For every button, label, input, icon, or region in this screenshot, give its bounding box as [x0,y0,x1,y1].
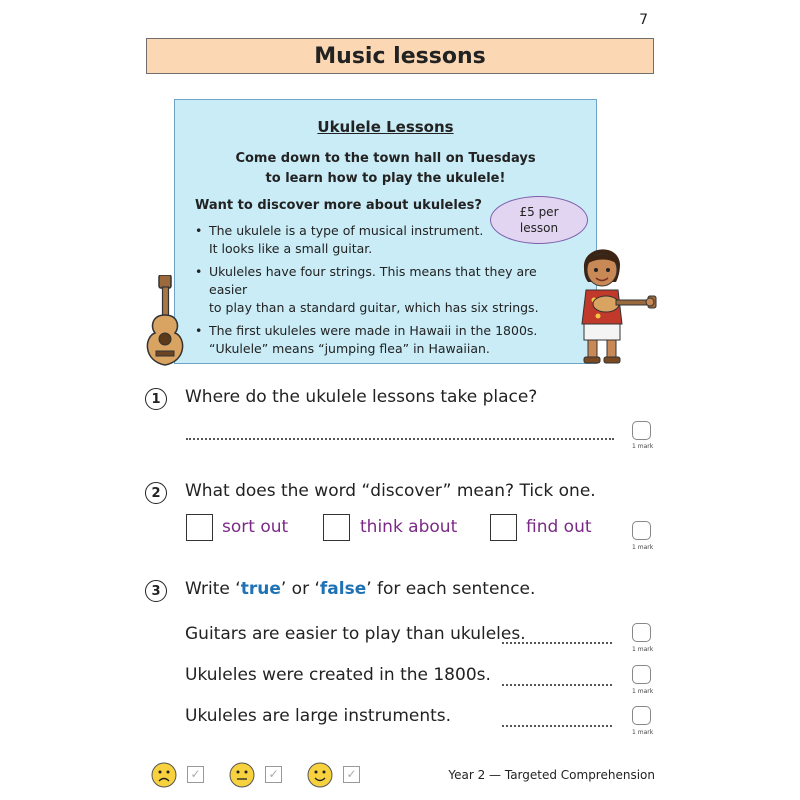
fact-item: • The first ukuleles were made in Hawaii in the 1800s. “Ukulele” means “jumping flea” in Hawaiian. [193,322,573,358]
neutral-face-icon [229,762,255,788]
footer-book-title: Year 2 — Targeted Comprehension [448,768,655,782]
page-title-bar [146,38,654,74]
sentence-1-answer-line[interactable] [502,642,612,644]
question-2-mark-box[interactable] [632,521,651,540]
poster-heading: Ukulele Lessons [317,118,454,136]
poster-subheading: Want to discover more about ukuleles? [195,198,482,213]
option-think-about-checkbox[interactable] [323,514,350,541]
question-2-number: 2 [145,482,167,504]
sentence-1: Guitars are easier to play than ukuleles. [185,624,526,644]
poster-intro-line-2: to learn how to play the ukulele! [265,171,506,186]
fact-item: • Ukuleles have four strings. This means that they are easier to play than a standard guitar, which has six strings. [193,263,573,317]
question-1-mark-box[interactable] [632,421,651,440]
false-keyword: false [319,579,367,599]
question-2-mark-label: 1 mark [632,544,654,551]
question-1-mark-label: 1 mark [632,443,654,450]
option-sort-out-checkbox[interactable] [186,514,213,541]
question-3-text: Write ‘true’ or ‘false’ for each sentence. [185,579,536,599]
option-sort-out-label: sort out [222,517,289,537]
question-1-answer-line[interactable] [186,438,614,440]
sentence-2-answer-line[interactable] [502,684,612,686]
option-find-out-checkbox[interactable] [490,514,517,541]
question-3-number: 3 [145,580,167,602]
sentence-2-mark-label: 1 mark [632,688,654,695]
true-keyword: true [240,579,281,599]
sentence-3: Ukuleles are large instruments. [185,706,452,726]
happy-face-icon [307,762,333,788]
sad-face-icon [151,762,177,788]
page-number: 7 [639,12,648,28]
fact-list [193,222,573,363]
child-playing-ukulele-illustration [572,240,660,370]
ukulele-illustration [140,275,192,370]
page-title: Music lessons [314,43,486,69]
question-1-text: Where do the ukulele lessons take place? [185,387,538,407]
sentence-2-mark-box[interactable] [632,665,651,684]
sentence-3-answer-line[interactable] [502,725,612,727]
option-think-about-label: think about [360,517,458,537]
question-2-text: What does the word “discover” mean? Tick one. [185,481,596,501]
ukulele-poster [174,99,597,364]
sentence-1-mark-box[interactable] [632,623,651,642]
price-line-1: £5 per [519,205,559,219]
sentence-3-mark-label: 1 mark [632,729,654,736]
neutral-face-checkbox[interactable]: ✓ [265,766,282,783]
poster-intro [175,149,596,189]
option-find-out-label: find out [526,517,592,537]
fact-item: • The ukulele is a type of musical instrument. It looks like a small guitar. [193,222,573,258]
price-line-2: lesson [519,221,559,235]
happy-face-checkbox[interactable]: ✓ [343,766,360,783]
sentence-1-mark-label: 1 mark [632,646,654,653]
sad-face-checkbox[interactable]: ✓ [187,766,204,783]
sentence-2: Ukuleles were created in the 1800s. [185,665,491,685]
sentence-3-mark-box[interactable] [632,706,651,725]
question-1-number: 1 [145,388,167,410]
poster-intro-line-1: Come down to the town hall on Tuesdays [235,151,536,166]
